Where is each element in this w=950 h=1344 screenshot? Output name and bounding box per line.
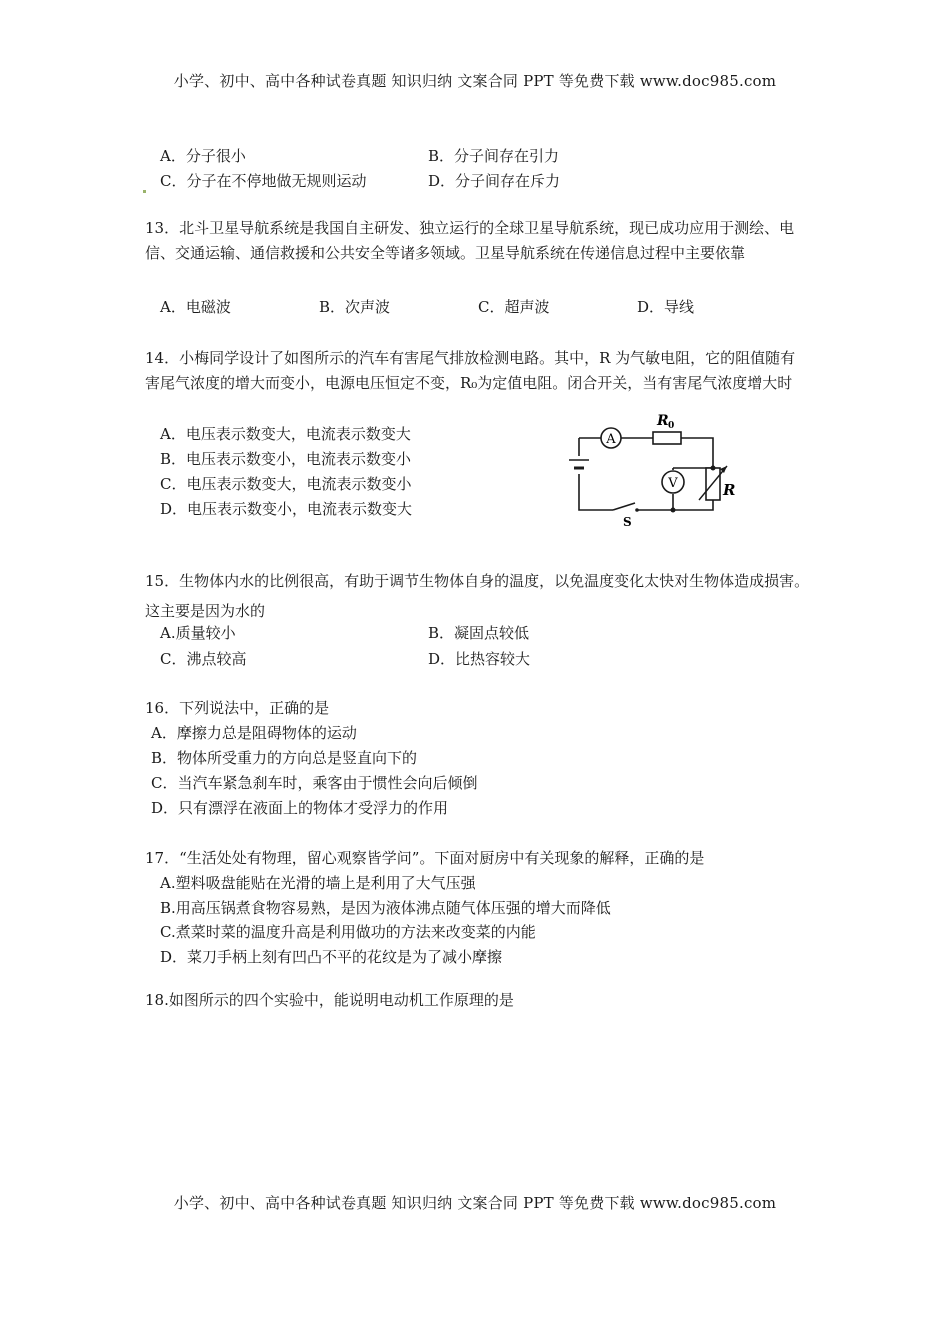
- q13-option-a: A．电磁波: [160, 298, 231, 316]
- switch-blade: [613, 503, 635, 510]
- junction-top: [711, 466, 716, 471]
- q14-option-c: C．电压表示数变大，电流表示数变小: [160, 475, 412, 493]
- q16-option-b: B．物体所受重力的方向总是竖直向下的: [151, 749, 418, 767]
- q13-option-c: C．超声波: [478, 298, 550, 316]
- q15-option-b: B．凝固点较低: [428, 624, 530, 642]
- switch-label: S: [623, 515, 632, 529]
- q16-option-d: D．只有漂浮在液面上的物体才受浮力的作用: [151, 799, 449, 817]
- q15-option-d: D．比热容较大: [428, 650, 531, 668]
- q14-stem: 14．小梅同学设计了如图所示的汽车有害尾气排放检测电路。其中，R 为气敏电阻，它的阻值随有害尾气浓度的增大而变小，电源电压恒定不变，R₀为定值电阻。闭合开关，当有害尾气浓度增大时: [145, 349, 796, 392]
- q15-stem: 15．生物体内水的比例很高，有助于调节生物体自身的温度，以免温度变化太快对生物体造成损害。这主要是因为水的: [145, 572, 810, 620]
- wire-left: [579, 438, 613, 510]
- q15-option-a: A.质量较小: [160, 624, 236, 642]
- q17-option-a: A.塑料吸盘能贴在光滑的墙上是利用了大气压强: [160, 874, 476, 892]
- q13-option-d: D．导线: [637, 298, 695, 316]
- q18-stem: 18.如图所示的四个实验中，能说明电动机工作原理的是: [145, 991, 514, 1009]
- q17-option-d: D．菜刀手柄上刻有凹凸不平的花纹是为了减小摩擦: [160, 948, 503, 966]
- q17-option-b: B.用高压锅煮食物容易熟，是因为液体沸点随气体压强的增大而降低: [160, 899, 611, 917]
- r0-label: R: [657, 413, 669, 429]
- q15-option-c: C．沸点较高: [160, 650, 247, 668]
- wire-top-right: [681, 438, 713, 468]
- ammeter-label: A: [606, 432, 616, 447]
- switch-contact: [635, 508, 639, 512]
- q14-option-a: A．电压表示数变大，电流表示数变大: [160, 425, 411, 443]
- q16-option-a: A．摩擦力总是阻碍物体的运动: [151, 724, 357, 742]
- q12-option-d: D．分子间存在斥力: [428, 172, 561, 190]
- voltmeter-label: V: [668, 476, 678, 491]
- stray-mark: [143, 190, 146, 193]
- page-header: 小学、初中、高中各种试卷真题 知识归纳 文案合同 PPT 等免费下载 www.doc985.com: [173, 72, 777, 90]
- r-label: R: [723, 481, 736, 499]
- q12-option-c: C．分子在不停地做无规则运动: [160, 172, 367, 190]
- q16-stem: 16．下列说法中，正确的是: [145, 699, 330, 717]
- q12-option-b: B．分子间存在引力: [428, 147, 560, 165]
- q16-option-c: C．当汽车紧急刹车时，乘客由于惯性会向后倾倒: [151, 774, 478, 792]
- page-footer: 小学、初中、高中各种试卷真题 知识归纳 文案合同 PPT 等免费下载 www.doc985.com: [173, 1194, 777, 1212]
- r0-subscript: 0: [668, 421, 675, 431]
- resistor-r-arrowhead: [720, 466, 727, 473]
- resistor-r0: [653, 432, 681, 444]
- q14-option-b: B．电压表示数变小，电流表示数变小: [160, 450, 412, 468]
- junction-bottom: [671, 508, 676, 513]
- wire-bottom: [637, 498, 713, 510]
- q17-option-c: C.煮菜时菜的温度升高是利用做功的方法来改变菜的内能: [160, 923, 536, 941]
- q17-stem: 17．“生活处处有物理，留心观察皆学问”。下面对厨房中有关现象的解释，正确的是: [145, 849, 705, 867]
- q13-stem: 13．北斗卫星导航系统是我国自主研发、独立运行的全球卫星导航系统，现已成功应用于测绘、电信、交通运输、通信救援和公共安全等诸多领域。卫星导航系统在传递信息过程中主要依靠: [145, 219, 795, 262]
- circuit-diagram: [565, 408, 765, 533]
- q13-option-b: B．次声波: [319, 298, 391, 316]
- q14-option-d: D．电压表示数变小，电流表示数变大: [160, 500, 413, 518]
- q12-option-a: A．分子很小: [160, 147, 246, 165]
